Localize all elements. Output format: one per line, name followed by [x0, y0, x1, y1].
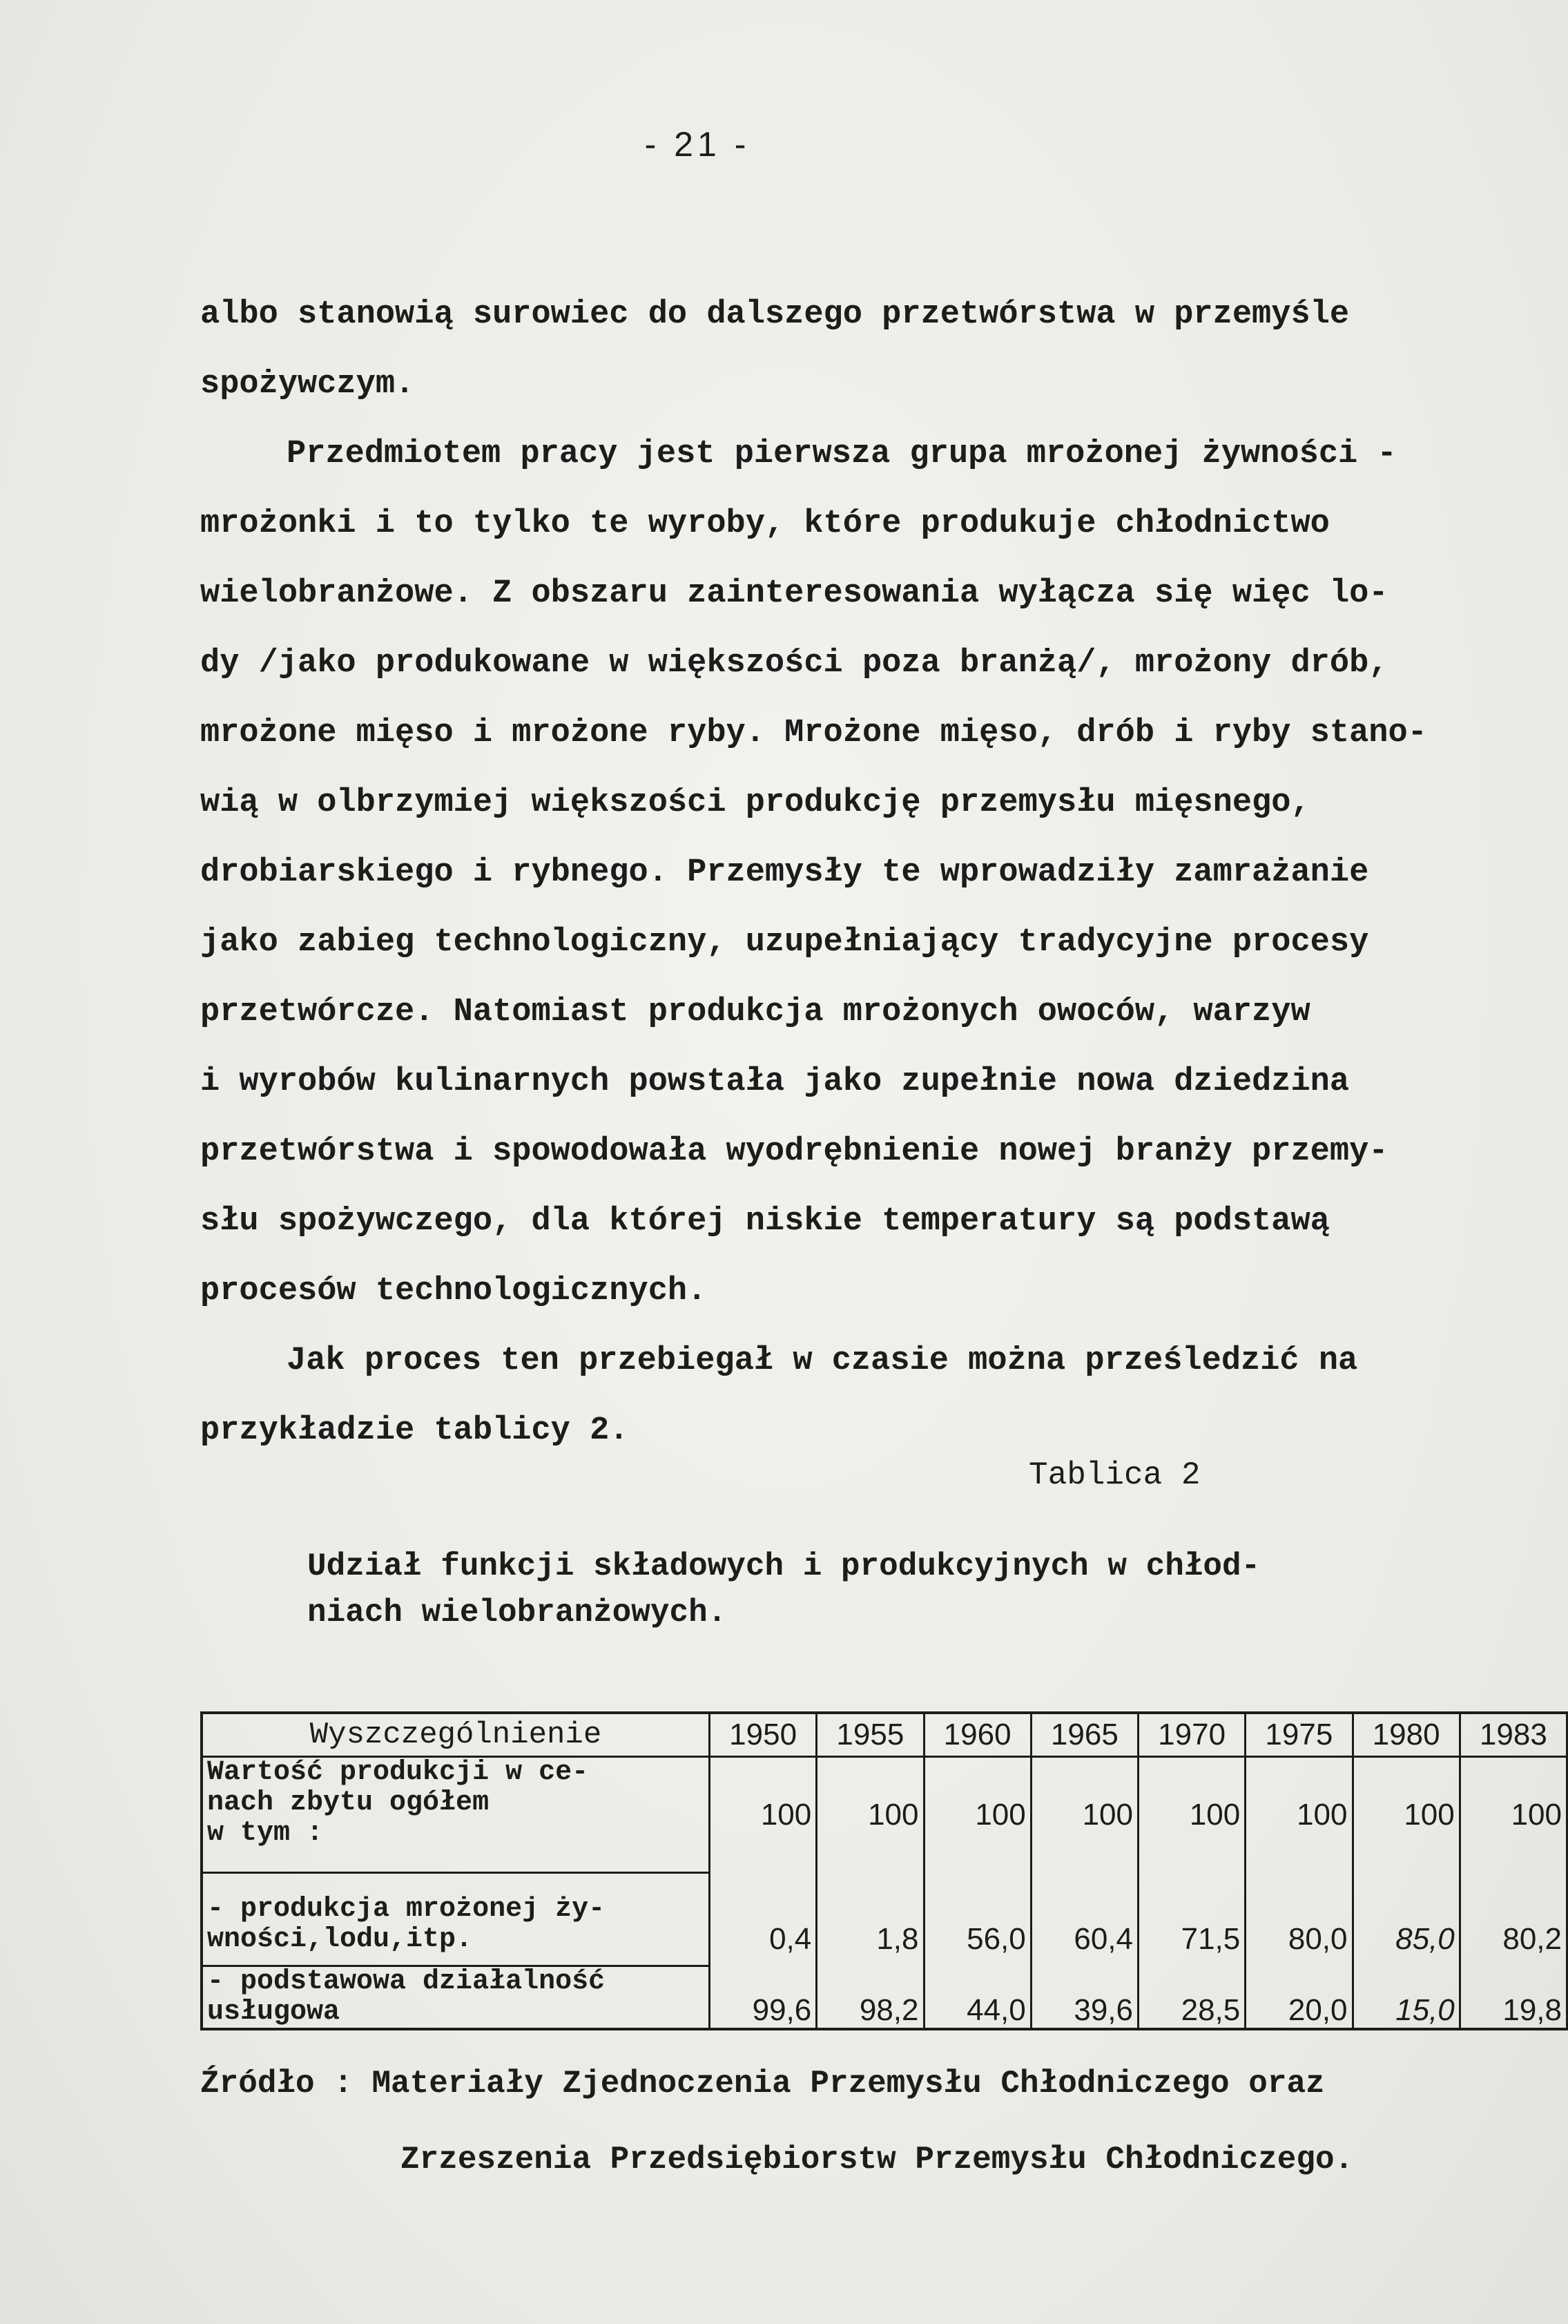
- row-label: Wartość produkcji w ce- nach zbytu ogółem w tym :: [202, 1757, 710, 1873]
- paragraph-line: Jak proces ten przebiegał w czasie można prześledzić na: [287, 1343, 1358, 1379]
- table-cell: 19,8: [1460, 1966, 1567, 2030]
- body-text: [200, 280, 1498, 1466]
- header-year: 1975: [1246, 1713, 1353, 1757]
- table-cell: 100: [817, 1757, 924, 1873]
- paragraph-line: albo stanowią surowiec do dalszego przetwórstwa w przemyśle: [200, 296, 1350, 333]
- header-year: 1965: [1031, 1713, 1138, 1757]
- table-cell: 1,8: [817, 1873, 924, 1966]
- data-table: [200, 1711, 1568, 2030]
- paragraph-line: mrożonki i to tylko te wyroby, które produkuje chłodnictwo: [200, 506, 1330, 542]
- header-year: 1970: [1139, 1713, 1246, 1757]
- handwritten-cell: 85,0: [1353, 1873, 1460, 1966]
- table-cell: 99,6: [710, 1966, 817, 2030]
- paragraph-line: wielobranżowe. Z obszaru zainteresowania wyłącza się więc lo-: [200, 575, 1388, 612]
- table-cell: 56,0: [924, 1873, 1031, 1966]
- table-label: Tablica 2: [1029, 1457, 1201, 1493]
- paragraph-line: przetwórcze. Natomiast produkcja mrożonych owoców, warzyw: [200, 994, 1310, 1030]
- table-cell: 100: [1353, 1757, 1460, 1873]
- table-cell: 100: [710, 1757, 817, 1873]
- table-cell: 100: [1139, 1757, 1246, 1873]
- source-line: Źródło : Materiały Zjednoczenia Przemysłu Chłodniczego oraz: [200, 2066, 1325, 2102]
- paragraph-line: przetwórstwa i spowodowała wyodrębnienie nowej branży przemy-: [200, 1133, 1388, 1170]
- source-note: [200, 2046, 1353, 2198]
- paragraph-line: i wyrobów kulinarnych powstała jako zupełnie nowa dziedzina: [200, 1064, 1350, 1100]
- table-title-line: Udział funkcji składowych i produkcyjnych w chłod-: [307, 1548, 1261, 1584]
- table-title: [307, 1544, 1260, 1636]
- table-cell: 0,4: [710, 1873, 817, 1966]
- paragraph-line: Przedmiotem pracy jest pierwsza grupa mrożonej żywności -: [287, 436, 1397, 472]
- table-header-row: [202, 1713, 1567, 1757]
- header-year: 1960: [924, 1713, 1031, 1757]
- table-row: [202, 1966, 1567, 2030]
- table-cell: 20,0: [1246, 1966, 1353, 2030]
- table-cell: 60,4: [1031, 1873, 1138, 1966]
- table-cell: 98,2: [817, 1966, 924, 2030]
- header-year: 1950: [710, 1713, 817, 1757]
- table-cell: 80,0: [1246, 1873, 1353, 1966]
- paragraph-line: wią w olbrzymiej większości produkcję przemysłu mięsnego,: [200, 785, 1310, 821]
- table-title-line: niach wielobranżowych.: [307, 1595, 727, 1631]
- header-year: 1955: [817, 1713, 924, 1757]
- paragraph-line: dy /jako produkowane w większości poza branżą/, mrożony drób,: [200, 645, 1388, 682]
- paragraph-line: spożywczym.: [200, 366, 415, 403]
- table-cell: 28,5: [1139, 1966, 1246, 2030]
- paragraph-line: mrożone mięso i mrożone ryby. Mrożone mięso, drób i ryby stano-: [200, 715, 1427, 751]
- table-cell: 100: [1460, 1757, 1567, 1873]
- table-cell: 100: [1246, 1757, 1353, 1873]
- table-cell: 100: [1031, 1757, 1138, 1873]
- header-year: 1983: [1460, 1713, 1567, 1757]
- page-number: - 21 -: [644, 125, 751, 164]
- paragraph-line: drobiarskiego i rybnego. Przemysły te wprowadziły zamrażanie: [200, 854, 1369, 891]
- paragraph-line: jako zabieg technologiczny, uzupełniający tradycyjne procesy: [200, 924, 1369, 961]
- table-cell: 44,0: [924, 1966, 1031, 2030]
- table-cell: 39,6: [1031, 1966, 1138, 2030]
- table-row: [202, 1873, 1567, 1966]
- table-cell: 80,2: [1460, 1873, 1567, 1966]
- table-cell: 100: [924, 1757, 1031, 1873]
- paragraph-line: procesów technologicznych.: [200, 1273, 707, 1309]
- header-year: 1980: [1353, 1713, 1460, 1757]
- row-label: - podstawowa działalność usługowa: [202, 1966, 710, 2030]
- table-row: [202, 1757, 1567, 1873]
- source-line: Zrzeszenia Przedsiębiorstw Przemysłu Chłodniczego.: [400, 2142, 1354, 2178]
- table-cell: 71,5: [1139, 1873, 1246, 1966]
- paragraph-line: słu spożywczego, dla której niskie temperatury są podstawą: [200, 1203, 1330, 1240]
- row-label: - produkcja mrożonej ży- wności,lodu,itp.: [202, 1873, 710, 1966]
- handwritten-cell: 15,0: [1353, 1966, 1460, 2030]
- paragraph-line: przykładzie tablicy 2.: [200, 1412, 629, 1449]
- header-description: Wyszczególnienie: [202, 1713, 710, 1757]
